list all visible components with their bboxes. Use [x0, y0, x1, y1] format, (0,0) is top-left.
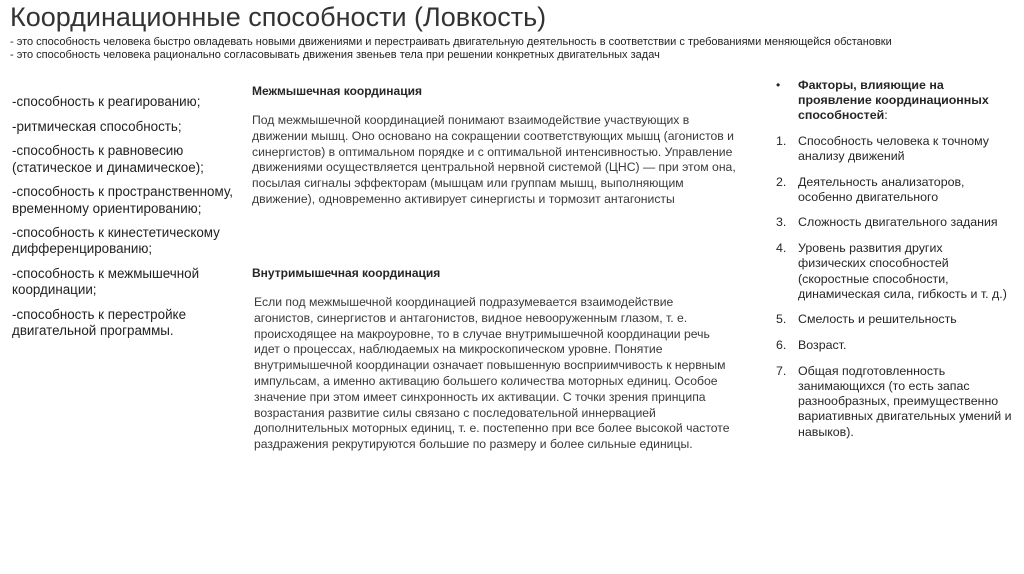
factors-section — [776, 78, 1012, 450]
list-item: -способность к кинестетическому дифференцированию; — [12, 225, 220, 257]
list-item: -ритмическая способность; — [12, 118, 182, 134]
definition-line-2: - это способность человека рационально согласовывать движения звеньев тела при решении конкретных двигательных задач — [10, 49, 660, 61]
list-item: -способность к межмышечной координации; — [12, 266, 200, 298]
list-item: 3. Сложность двигательного задания — [776, 215, 998, 230]
list-item: 4. Уровень развития других физических способностей (скоростные способности, динамическая сила, гибкость и т. д.) — [776, 241, 1007, 301]
list-item: -способность к пространственному, временному ориентированию; — [12, 184, 233, 216]
intramuscular-text: Если под межмышечной координацией подразумевается взаимодействие агонистов, синергистов и антагонистов, видное невооруженным глазом, т. е. происходящее на макроуровне, то в случае внутримышечной координации речь идет о процессах, наблюдаемых на микроскопическом уровне. Понятие внутримышечной координации означает повышенную восприимчивость к нервным импульсам, а именно активацию большего количества моторных единиц. Особое значение при этом имеет синхронность их активации. С точки зрения принципа возрастания развитие силы связано с последовательной иннервацией дополнительных моторных единиц, т. е. постепенно при все более высокой частоте раздражения рекрутируются большие по размеру и более сильные единицы. — [254, 295, 730, 452]
list-item: 6. Возраст. — [776, 338, 847, 353]
list-item: -способность к равновесию (статическое и динамическое); — [12, 143, 204, 175]
definition-line-1: - это способность человека быстро овладевать новыми движениями и перестраивать двигательную деятельность в соответствии с требованиями меняющейся обстановки — [10, 36, 892, 48]
factors-heading-suffix: : — [884, 108, 888, 123]
factors-list — [776, 134, 1012, 440]
list-item: -способность к перестройке двигательной программы. — [12, 307, 187, 339]
intramuscular-section — [252, 266, 752, 453]
list-item: 1. Способность человека к точному анализу движений — [776, 133, 989, 163]
intermuscular-text: Под межмышечной координацией понимают взаимодействие участвующих в движении мышц. Оно основано на сокращении соответствующих мышц (агонистов и синергистов) в оптимальном порядке и с оптимальной интенсивностью. Управление движениями осуществляется центральной нервной системой (ЦНС) — при этом она, посылая сигналы эффекторам (мышцам или группам мышц, выполняющим движение), одновременно активирует синергисты и тормозит антагонисты — [252, 113, 736, 206]
page-title: Координационные способности (Ловкость) — [10, 2, 547, 32]
intermuscular-section — [252, 84, 752, 208]
intramuscular-heading: Внутримышечная координация — [252, 266, 441, 280]
factors-heading-row — [776, 78, 1012, 124]
factors-heading: Факторы, влияющие на проявление координационных способностей — [798, 78, 989, 123]
list-item: 2. Деятельность анализаторов, особенно двигательного — [776, 174, 965, 204]
abilities-list — [12, 94, 238, 348]
bullet-icon: • — [776, 78, 781, 92]
list-item: 7. Общая подготовленность занимающихся (то есть запас разнообразных, преимущественно вариативных двигательных умений и навыков). — [776, 363, 1012, 439]
intermuscular-heading: Межмышечная координация — [252, 84, 422, 98]
list-item: -способность к реагированию; — [12, 94, 201, 109]
list-item: 5. Смелость и решительность — [776, 312, 957, 327]
